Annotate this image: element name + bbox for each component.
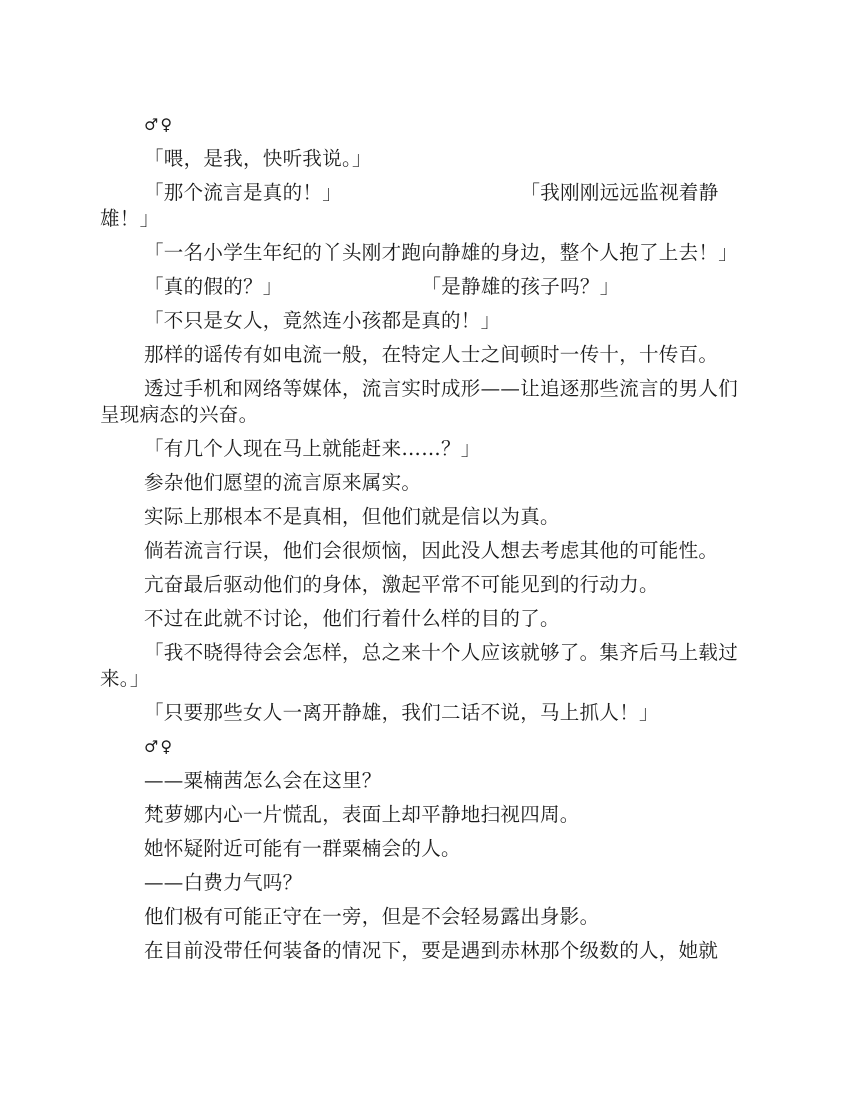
paragraph: 那样的谣传有如电流一般，在特定人士之间顿时一传十，十传百。: [144, 343, 719, 366]
paragraph: ——粟楠茜怎么会在这里？: [144, 769, 382, 792]
paragraph: 亢奋最后驱动他们的身体，激起平常不可能见到的行动力。: [144, 573, 659, 596]
paragraph: 「不只是女人，竟然连小孩都是真的！」: [144, 309, 501, 332]
paragraph: 「真的假的？」 「是静雄的孩子吗？」: [144, 275, 620, 298]
paragraph: 「那个流言是真的！」 「我刚刚远远监视着静雄！」: [100, 181, 719, 230]
paragraph: 不过在此就不讨论，他们行着什么样的目的了。: [144, 607, 560, 630]
paragraph: 透过手机和网络等媒体，流言实时成形——让追逐那些流言的男人们呈现病态的兴奋。: [100, 377, 739, 426]
section-divider: ♂♀: [144, 115, 175, 134]
paragraph: 「只要那些女人一离开静雄，我们二话不说，马上抓人！」: [144, 701, 659, 724]
paragraph: 「喂，是我，快听我说。」: [144, 147, 372, 170]
paragraph: 实际上那根本不是真相，但他们就是信以为真。: [144, 505, 560, 528]
paragraph: 「有几个人现在马上就能赶来……？」: [144, 437, 481, 460]
document-page: [100, 112, 750, 972]
section-divider: ♂♀: [144, 737, 175, 756]
paragraph: ——白费力气吗？: [144, 871, 303, 894]
paragraph: 他们极有可能正守在一旁，但是不会轻易露出身影。: [144, 905, 600, 928]
paragraph: 她怀疑附近可能有一群粟楠会的人。: [144, 837, 461, 860]
paragraph: 参杂他们愿望的流言原来属实。: [144, 471, 422, 494]
paragraph: 梵萝娜内心一片慌乱，表面上却平静地扫视四周。: [144, 803, 580, 826]
paragraph: 「一名小学生年纪的丫头刚才跑向静雄的身边，整个人抱了上去！」: [144, 241, 739, 264]
paragraph: 「我不晓得待会会怎样，总之来十个人应该就够了。集齐后马上载过来。」: [100, 641, 739, 690]
paragraph: 倘若流言行误，他们会很烦恼，因此没人想去考虑其他的可能性。: [144, 539, 719, 562]
paragraph: 在目前没带任何装备的情况下，要是遇到赤林那个级数的人，她就: [144, 939, 719, 962]
